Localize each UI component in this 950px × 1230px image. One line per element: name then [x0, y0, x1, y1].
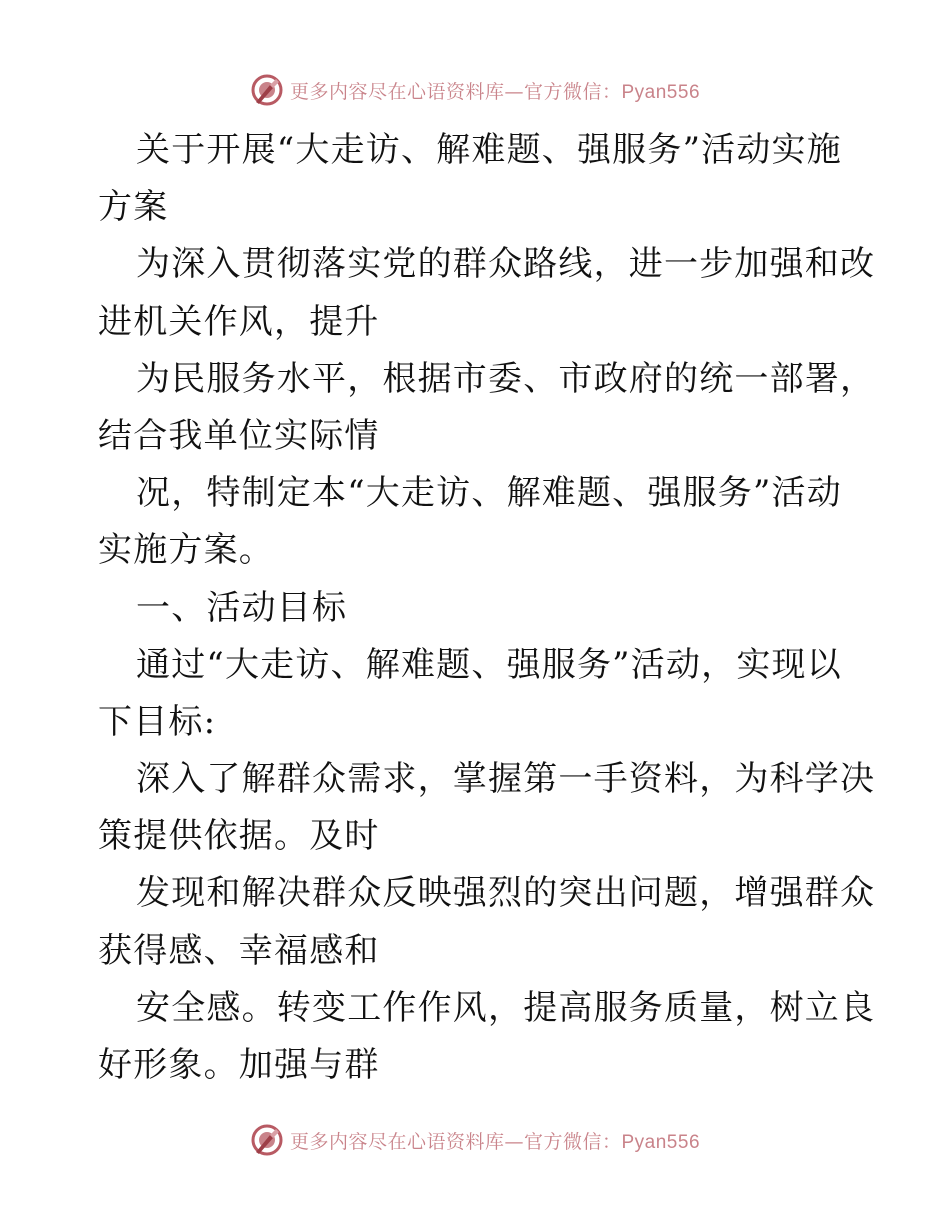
body-line: 方案: [98, 187, 169, 228]
body-line: 通过“大走访、解难题、强服务”活动，实现以: [136, 644, 842, 685]
document-body: [98, 122, 876, 1094]
footer-watermark: [0, 1120, 950, 1160]
body-line: 为深入贯彻落实党的群众路线，进一步加强和改: [136, 244, 876, 285]
body-line: 好形象。加强与群: [98, 1045, 380, 1085]
body-line: 进机关作风，提升: [98, 301, 380, 342]
body-line: 结合我单位实际情: [98, 415, 380, 456]
body-line: 实施方案。: [98, 530, 274, 571]
watermark-text: [290, 77, 700, 104]
watermark-label: 更多内容尽在心语资料库—官方微信：: [289, 80, 622, 103]
body-line: 深入了解群众需求，掌握第一手资料，为科学决: [136, 759, 876, 800]
pen-logo-icon: [250, 73, 284, 107]
body-line: 发现和解决群众反映强烈的突出问题，增强群众: [136, 873, 876, 914]
body-line: 安全感。转变工作作风，提高服务质量，树立良: [136, 987, 876, 1028]
body-line: 下目标:: [98, 701, 217, 742]
body-line: 策提供依据。及时: [98, 816, 380, 857]
body-line: 获得感、幸福感和: [98, 930, 380, 971]
body-line: 为民服务水平，根据市委、市政府的统一部署，: [136, 358, 876, 399]
watermark-text: [290, 1127, 700, 1154]
header-watermark: [0, 70, 950, 110]
watermark-id: Pyan556: [621, 81, 701, 103]
body-line: 况，特制定本“大走访、解难题、强服务”活动: [136, 473, 842, 514]
section-heading: 一、活动目标: [136, 587, 348, 628]
watermark-label: 更多内容尽在心语资料库—官方微信：: [289, 1130, 622, 1153]
watermark-id: Pyan556: [621, 1131, 701, 1153]
pen-logo-icon: [250, 1123, 284, 1157]
body-line: 关于开展“大走访、解难题、强服务”活动实施: [136, 130, 842, 170]
